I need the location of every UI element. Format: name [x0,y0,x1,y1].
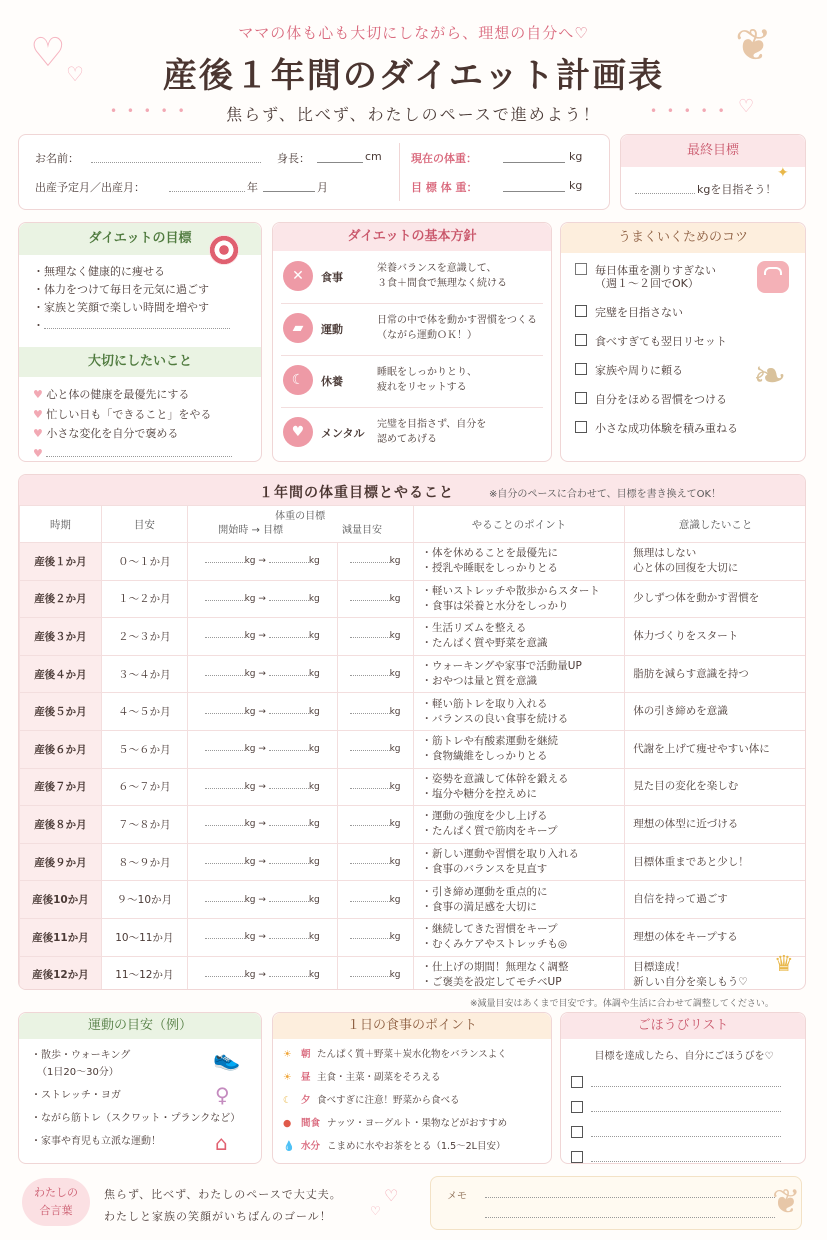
loss-cell[interactable]: kg [337,918,413,956]
final-goal-field[interactable] [635,193,695,194]
goal-item: ・無理なく健康的に痩せる [33,265,165,278]
policy-row [281,257,543,304]
year-unit: 年 [247,181,258,194]
loss-cell[interactable]: kg [337,768,413,806]
period-cell: 産後１か月 [20,543,102,581]
points-cell: ・新しい運動や習慣を取り入れる ・食事のバランスを見直す [413,843,625,881]
plan-table [19,505,806,990]
goal-item: ・家族と笑顔で楽しい時間を増やす [33,301,209,314]
weight-cell[interactable]: kg → kg [187,768,337,806]
page-title: 産後１年間のダイエット計画表 [162,56,665,96]
guide-cell: ５〜６か月 [101,730,187,768]
loss-cell[interactable]: kg [337,956,413,990]
tip-item: 毎日体重を測りすぎない [575,263,738,277]
mind-cell: 代謝を上げて痩せやすい体に [625,730,806,768]
checkbox[interactable] [571,1151,583,1163]
points-cell: ・仕上げの期間！無理なく調整 ・ご褒美を設定してモチベUP [413,956,625,990]
policy-row [281,361,543,408]
profile-card [18,134,610,210]
exercise-item: ・散歩・ウォーキング [31,1050,131,1061]
weight-cell[interactable]: kg → kg [187,806,337,844]
header-tagline: ママの体も心も大切にしながら、理想の自分へ♡ [238,24,589,42]
loss-cell[interactable]: kg [337,730,413,768]
guide-cell: ７〜８か月 [101,806,187,844]
heart-icon: ♡ [384,1186,399,1205]
points-cell: ・引き締め運動を重点的に ・食事の満足感を大切に [413,881,625,919]
period-cell: 産後２か月 [20,580,102,618]
target-weight-field[interactable] [503,191,565,192]
period-cell: 産後11か月 [20,918,102,956]
tip-item: 家族や周りに頼る [575,363,738,378]
divider [399,143,400,201]
leaf-decoration-bottom: ❦ [772,1182,801,1222]
meal-label: 水分 [301,1141,321,1152]
period-cell: 産後８か月 [20,806,102,844]
heart-icon: ♡ [370,1204,381,1218]
current-weight-label: 現在の体重： [411,152,477,165]
checkbox[interactable] [571,1076,583,1088]
points-cell: ・ウォーキングや家事で活動量UP ・おやつは量と質を意識 [413,655,625,693]
policy-row [281,413,543,459]
weight-cell[interactable]: kg → kg [187,693,337,731]
guide-cell: ４〜５か月 [101,693,187,731]
guide-cell: ９〜10か月 [101,881,187,919]
period-cell: 産後９か月 [20,843,102,881]
table-row [20,543,807,581]
exercise-item: ・ストレッチ・ヨガ [31,1090,121,1101]
reward-intro: 目標を達成したら、自分にごほうびを♡ [594,1051,774,1062]
period-cell: 産後５か月 [20,693,102,731]
tips-title: うまくいくためのコツ [561,223,805,253]
points-cell: ・生活リズムを整える ・たんぱく質や野菜を意識 [413,618,625,656]
reward-item[interactable] [571,1094,781,1119]
mind-cell: 目標達成！ 新しい自分を楽しもう♡ [625,956,806,990]
plan-note: ※自分のペースに合わせて、目標を書き換えてOK！ [489,489,722,500]
table-row [20,918,807,956]
mind-cell: 体の引き締めを意識 [625,693,806,731]
points-cell: ・軽い筋トレを取り入れる ・バランスの良い食事を続ける [413,693,625,731]
due-month-field[interactable] [263,191,315,192]
tips-card [560,222,806,462]
name-field[interactable] [91,162,261,163]
guide-cell: 11〜12か月 [101,956,187,990]
guide-cell: ２〜３か月 [101,618,187,656]
reward-item[interactable] [571,1119,781,1144]
meal-icon: ● [283,1118,292,1129]
sneaker-icon: 👟 [213,1047,241,1072]
meal-label: 昼 [301,1072,311,1083]
tip-item-sub: （週１〜２回でOK） [595,277,699,290]
weight-cell[interactable]: kg → kg [187,580,337,618]
value-item: ♥ 小さな変化を自分で褒める [33,427,179,440]
loss-cell[interactable]: kg [337,543,413,581]
heart-decoration-right: ♡ [738,96,755,117]
exercise-card [18,1012,262,1164]
plan-title: １年間の体重目標とやること [259,485,454,501]
weight-cell[interactable]: kg → kg [187,843,337,881]
final-goal-text: kgを目指そう！ [697,183,777,196]
mind-cell: 無理はしない 心と体の回復を大切に [625,543,806,581]
meal-row [283,1135,507,1158]
table-row [20,806,807,844]
weight-cell[interactable]: kg → kg [187,730,337,768]
leaf-icon: ❧ [753,353,787,399]
mind-cell: 脂肪を減らす意識を持つ [625,655,806,693]
exercise-item-sub: （1日20〜30分） [37,1067,119,1078]
points-cell: ・運動の強度を少し上げる ・たんぱく質で筋肉をキープ [413,806,625,844]
mind-cell: 目標体重まであと少し！ [625,843,806,881]
due-year-field[interactable] [169,191,245,192]
guide-cell: ６〜７か月 [101,768,187,806]
period-cell: 産後３か月 [20,618,102,656]
table-row [20,843,807,881]
meal-label: 朝 [301,1049,311,1060]
goal-item-blank[interactable]: ・ [33,317,230,335]
meal-label: 間食 [301,1118,321,1129]
checkbox[interactable] [575,421,587,433]
moon-icon: ☾ [283,365,313,395]
table-row [20,730,807,768]
heart-decoration-small: ♡ [66,62,84,86]
height-field[interactable] [317,162,363,163]
policy-label: 運動 [321,323,343,336]
goals-card [18,222,262,462]
house-icon: ⌂ [215,1131,228,1155]
reward-item[interactable] [571,1144,781,1169]
checkbox[interactable] [575,392,587,404]
heart-icon: ♥ [283,417,313,447]
meal-row [283,1043,507,1066]
checkbox[interactable] [571,1101,583,1113]
yoga-icon: ♀ [215,1083,230,1107]
tip-item: 小さな成功体験を積み重ねる [575,421,738,436]
weight-cell[interactable]: kg → kg [187,918,337,956]
subtitle-dots-left: • • • • • [110,104,188,118]
meal-icon: 💧 [283,1141,295,1152]
heart-icon: ♥ [33,446,43,460]
mind-cell: 少しずつ体を動かす習慣を [625,580,806,618]
goals-title: ダイエットの目標 [19,223,261,255]
col-mind: 意識したいこと [625,506,806,543]
goal-item: ・体力をつけて毎日を元気に過ごす [33,283,209,296]
target-icon [209,235,239,265]
reward-title: ごほうびリスト [561,1013,805,1039]
policy-label: 食事 [321,271,343,284]
mind-cell: 見た目の変化を楽しむ [625,768,806,806]
reward-card [560,1012,806,1164]
motto-line-1: 焦らず、比べず、わたしのペースで大丈夫。 [104,1188,342,1201]
loss-cell[interactable]: kg [337,693,413,731]
points-cell: ・姿勢を意識して体幹を鍛える ・塩分や糖分を控えめに [413,768,625,806]
checkbox[interactable] [575,263,587,275]
policy-title: ダイエットの基本方針 [273,223,551,251]
name-label: お名前： [35,152,79,165]
table-row [20,693,807,731]
header-subtitle: 焦らず、比べず、わたしのペースで進めよう！ [226,105,601,124]
meal-text: 主食・主菜・副菜をそろえる [317,1072,441,1083]
period-cell: 産後10か月 [20,881,102,919]
table-row [20,956,807,990]
memo-label: メモ [447,1191,467,1202]
meals-title: １日の食事のポイント [273,1013,551,1039]
weight-cell[interactable]: kg → kg [187,618,337,656]
value-item: ♥ 心と体の健康を最優先にする [33,388,190,401]
col-period: 時期 [20,506,102,543]
subtitle-dots-right: • • • • • [650,104,728,118]
policy-label: 休養 [321,375,343,388]
target-weight-unit: kg [569,179,583,192]
meal-row [283,1066,507,1089]
policy-text: 睡眠をしっかりとり、 疲れをリセットする [377,367,477,393]
guide-cell: ３〜４か月 [101,655,187,693]
height-label: 身長： [277,152,310,165]
current-weight-unit: kg [569,150,583,163]
due-month-label: 出産予定月／出産月： [35,181,145,194]
motto-badge: わたしの 合言葉 [22,1178,90,1226]
meal-text: たんぱく質＋野菜＋炭水化物をバランスよく [317,1049,507,1060]
policy-row [281,309,543,356]
checkbox[interactable] [571,1126,583,1138]
memo-card[interactable] [430,1176,802,1230]
table-row [20,768,807,806]
meal-text: こまめに水やお茶をとる（1.5〜2L目安） [327,1141,506,1152]
weight-cell[interactable]: kg → kg [187,543,337,581]
memo-line [485,1217,775,1218]
exercise-title: 運動の目安（例） [19,1013,261,1039]
weight-cell[interactable]: kg → kg [187,881,337,919]
checkbox[interactable] [575,305,587,317]
plan-header [19,475,806,505]
tip-item: 食べすぎても翌日リセット [575,334,738,349]
meal-icon: ☀ [283,1049,292,1060]
values-title: 大切にしたいこと [87,354,192,369]
height-unit: cm [365,150,382,163]
meal-label: 夕 [301,1095,311,1106]
memo-line [485,1197,775,1198]
meal-text: 食べすぎに注意！野菜から食べる [317,1095,460,1106]
mind-cell: 自信を持って過ごす [625,881,806,919]
period-cell: 産後６か月 [20,730,102,768]
loss-cell[interactable]: kg [337,843,413,881]
guide-cell: １〜２か月 [101,580,187,618]
leaf-decoration-right: ❦ [735,20,772,71]
period-cell: 産後４か月 [20,655,102,693]
policy-card [272,222,552,462]
crown-icon: ♛ [774,952,794,977]
meal-icon: ☀ [283,1072,292,1083]
col-points: やることのポイント [413,506,625,543]
mind-cell: 理想の体型に近づける [625,806,806,844]
final-goal-card [620,134,806,210]
reward-item[interactable] [571,1069,781,1094]
col-guide: 目安 [101,506,187,543]
heart-icon: ♥ [33,427,43,440]
mind-cell: 体力づくりをスタート [625,618,806,656]
checkbox[interactable] [575,334,587,346]
scale-icon [757,261,789,293]
fork-knife-icon: ✕ [283,261,313,291]
plan-footnote: ※減量目安はあくまで目安です。体調や生活に合わせて調整してください。 [470,999,774,1009]
meal-text: ナッツ・ヨーグルト・果物などがおすすめ [327,1118,508,1129]
sparkle-icon: ✦ [777,165,789,181]
heart-decoration-left: ♡ [30,30,66,76]
weight-cell[interactable]: kg → kg [187,655,337,693]
heart-icon: ♥ [33,388,43,401]
mind-cell: 理想の体をキープする [625,918,806,956]
guide-cell: 10〜11か月 [101,918,187,956]
value-item: ♥ 忙しい日も「できること」をやる [33,407,212,421]
exercise-item: ・ながら筋トレ（スクワット・プランクなど） [31,1113,241,1124]
policy-label: メンタル [321,427,365,440]
tip-item: 自分をほめる習慣をつける [575,392,738,407]
meal-icon: ☾ [283,1095,292,1106]
tip-item: 完璧を目指さない [575,305,738,320]
current-weight-field[interactable] [503,162,565,163]
loss-cell[interactable]: kg [337,655,413,693]
points-cell: ・継続してきた習慣をキープ ・むくみケアやストレッチも◎ [413,918,625,956]
loss-cell[interactable]: kg [337,881,413,919]
period-cell: 産後12か月 [20,956,102,990]
meals-card [272,1012,552,1164]
weight-cell[interactable]: kg → kg [187,956,337,990]
final-goal-title: 最終目標 [621,135,805,167]
period-cell: 産後７か月 [20,768,102,806]
loss-cell[interactable]: kg [337,618,413,656]
policy-text: 完璧を目指さず、自分を 認めてあげる [377,419,487,445]
points-cell: ・体を休めることを最優先に ・授乳や睡眠をしっかりとる [413,543,625,581]
motto-line-2: わたしと家族の笑顔がいちばんのゴール！ [104,1210,332,1223]
table-row [20,580,807,618]
values-header [19,347,261,377]
checkbox[interactable] [575,363,587,375]
heart-icon: ♥ [33,407,43,421]
target-weight-label: 目 標 体 重： [411,181,478,194]
guide-cell: ０〜１か月 [101,543,187,581]
policy-text: 日常の中で体を動かす習慣をつくる （ながら運動ＯＫ！） [377,315,537,341]
month-unit: 月 [317,181,328,194]
col-weight-goal: 体重の目標 開始時 → 目標 減量目安 [187,506,413,543]
plan-card [18,474,806,990]
loss-cell[interactable]: kg [337,580,413,618]
guide-cell: ８〜９か月 [101,843,187,881]
points-cell: ・筋トレや有酸素運動を継続 ・食物繊維をしっかりとる [413,730,625,768]
policy-text: 栄養バランスを意識して、 ３食＋間食で無理なく続ける [377,263,507,289]
points-cell: ・軽いストレッチや散歩からスタート ・食事は栄養と水分をしっかり [413,580,625,618]
shoe-icon: ▰ [283,313,313,343]
loss-cell[interactable]: kg [337,806,413,844]
meal-row [283,1112,507,1135]
table-row [20,655,807,693]
exercise-item: ・家事や育児も立派な運動！ [31,1136,161,1147]
meal-row [283,1089,507,1112]
value-item-blank[interactable] [33,444,232,464]
table-row [20,881,807,919]
table-row [20,618,807,656]
